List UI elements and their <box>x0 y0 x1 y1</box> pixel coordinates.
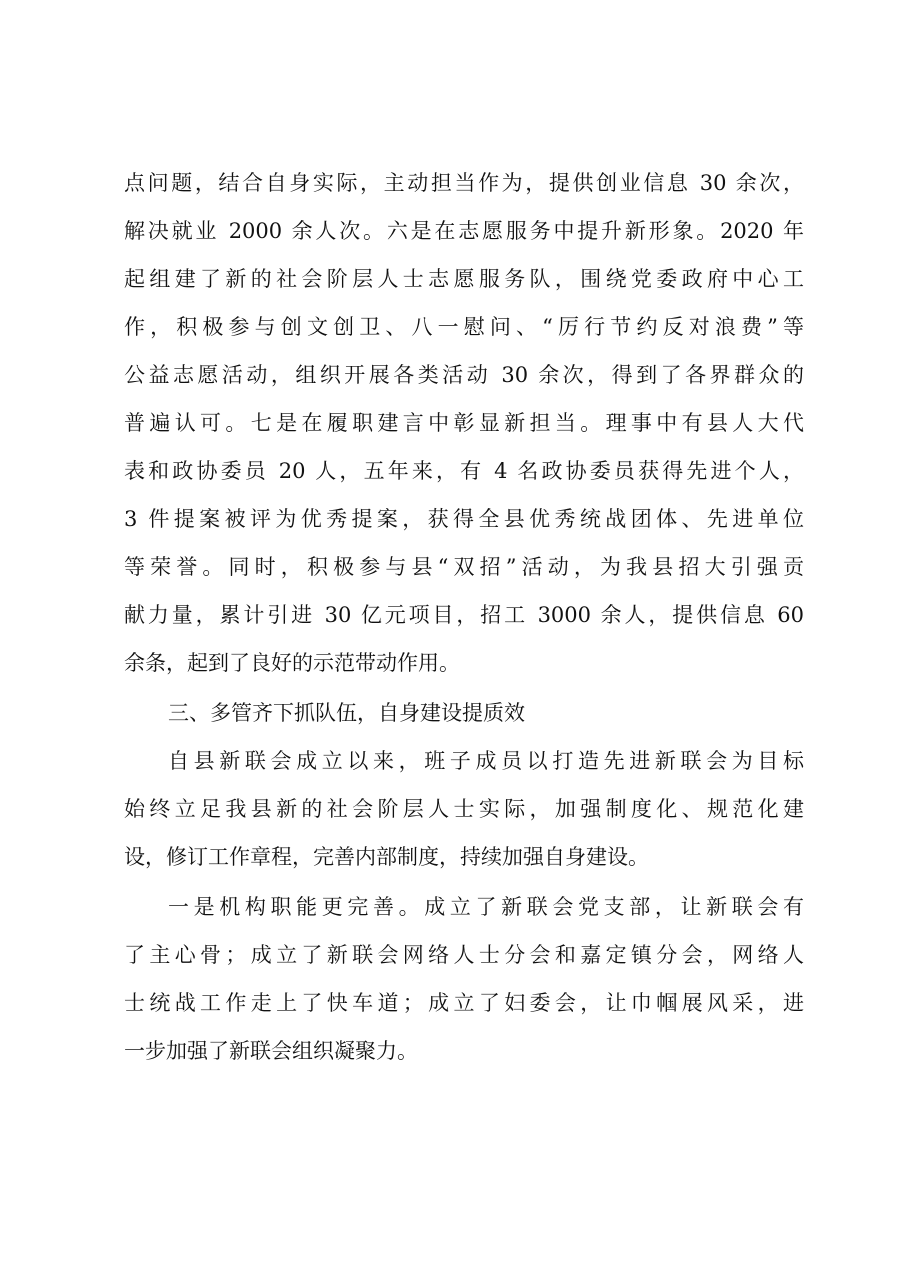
section-heading: 三、多管齐下抓队伍，自身建设提质效 <box>168 701 525 725</box>
paragraph-line: 设，修订工作章程，完善内部制度，持续加强自身建设。 <box>124 845 649 869</box>
paragraph-line: 公益志愿活动，组织开展各类活动 30 余次，得到了各界群众的 <box>124 363 804 387</box>
paragraph-line: 了主心骨；成立了新联会网络人士分会和嘉定镇分会，网络人 <box>124 943 804 967</box>
paragraph-line: 普遍认可。七是在履职建言中彰显新担当。理事中有县人大代 <box>124 411 804 435</box>
paragraph-line: 自县新联会成立以来，班子成员以打造先进新联会为目标 <box>168 749 804 773</box>
paragraph-line: 起组建了新的社会阶层人士志愿服务队，围绕党委政府中心工 <box>124 267 804 291</box>
paragraph-line: 始终立足我县新的社会阶层人士实际，加强制度化、规范化建 <box>124 797 804 821</box>
paragraph-line: 献力量，累计引进 30 亿元项目，招工 3000 余人，提供信息 60 <box>124 603 804 627</box>
paragraph-line: 一是机构职能更完善。成立了新联会党支部，让新联会有 <box>168 895 804 919</box>
paragraph-line: 等荣誉。同时，积极参与县“双招”活动，为我县招大引强贡 <box>124 555 804 579</box>
paragraph-line: 作，积极参与创文创卫、八一慰问、“厉行节约反对浪费”等 <box>124 315 804 339</box>
paragraph-line: 士统战工作走上了快车道；成立了妇委会，让巾帼展风采，进 <box>124 991 804 1015</box>
paragraph-line: 一步加强了新联会组织凝聚力。 <box>124 1039 418 1063</box>
paragraph-line: 解决就业 2000 余人次。六是在志愿服务中提升新形象。2020 年 <box>124 219 804 243</box>
paragraph-line: 余条，起到了良好的示范带动作用。 <box>124 651 460 675</box>
paragraph-line: 3 件提案被评为优秀提案，获得全县优秀统战团体、先进单位 <box>124 507 804 531</box>
paragraph-line: 点问题，结合自身实际，主动担当作为，提供创业信息 30 余次， <box>124 171 804 195</box>
paragraph-line: 表和政协委员 20 人，五年来，有 4 名政协委员获得先进个人， <box>124 459 804 483</box>
